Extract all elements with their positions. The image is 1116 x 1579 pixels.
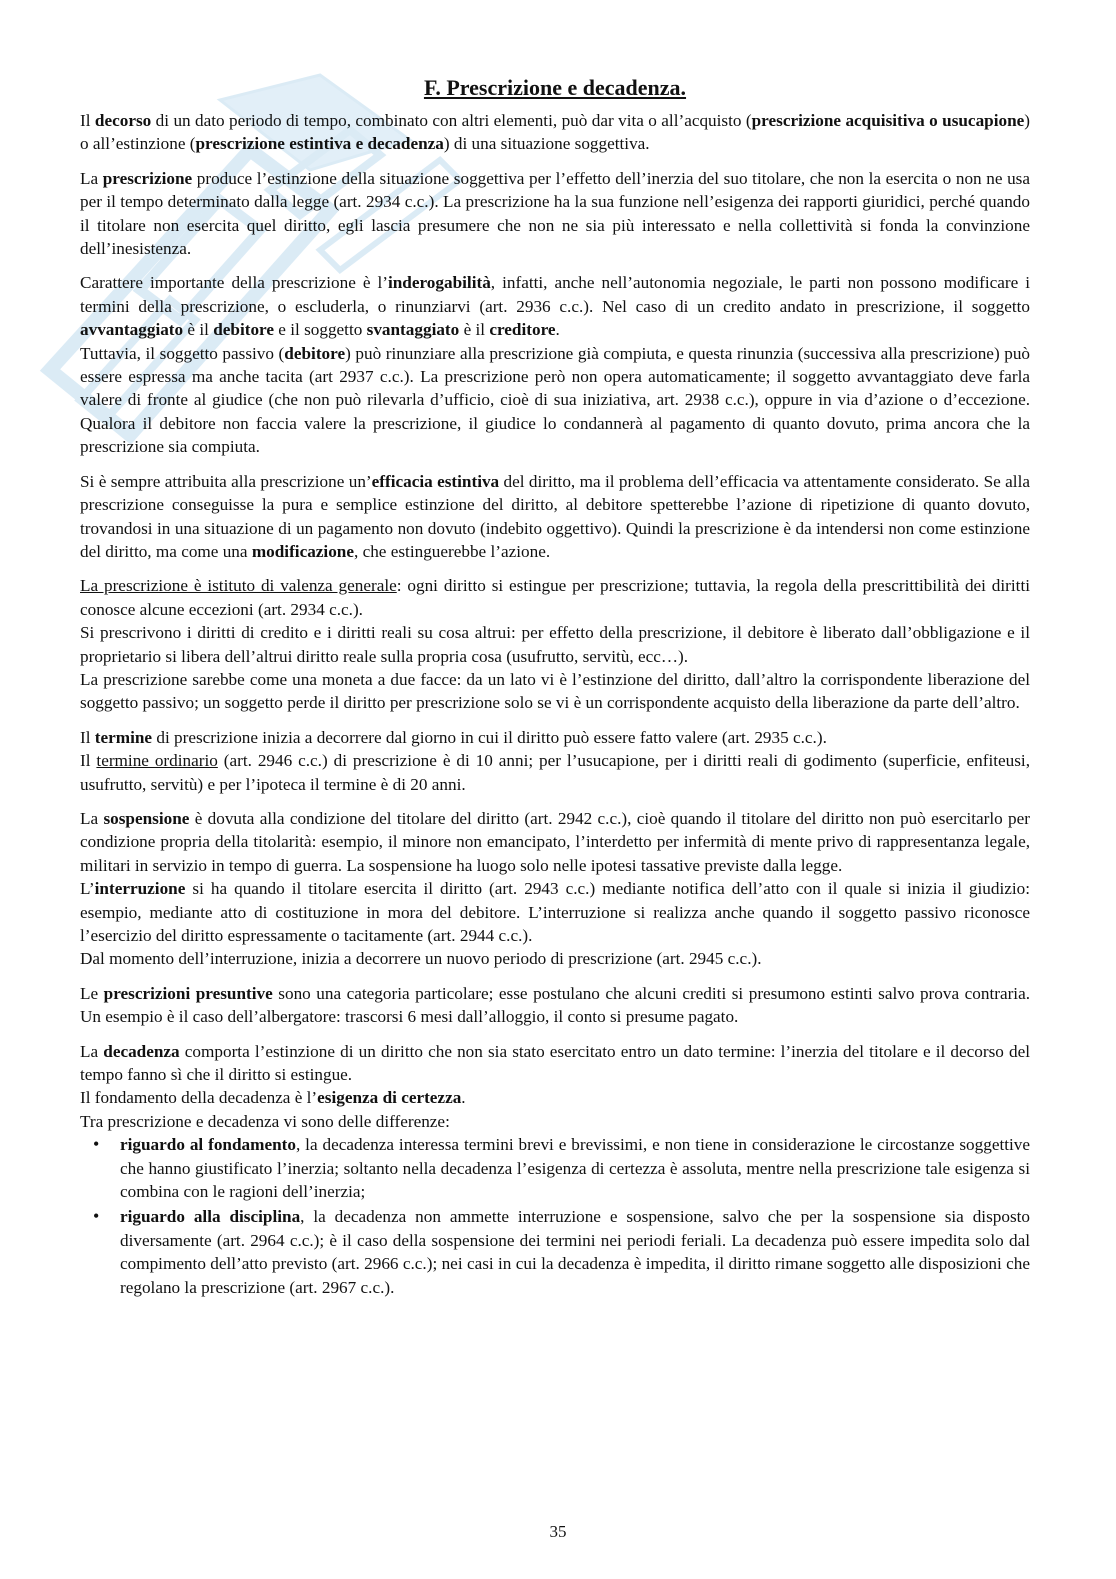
- bold-term: interruzione: [94, 879, 186, 899]
- text-run: ) o all’estinzione (: [80, 111, 1031, 154]
- text-run: La: [80, 168, 103, 188]
- text-run: Il fondamento della decadenza è l’: [80, 1088, 318, 1108]
- section-title: F. Prescrizione e decadenza.: [423, 75, 687, 100]
- bold-term: prescrizione: [102, 168, 193, 188]
- bold-term: esigenza di certezza: [317, 1088, 462, 1108]
- paragraph: [80, 470, 1030, 564]
- paragraph: [80, 947, 1030, 970]
- bold-term: termine: [94, 727, 153, 747]
- paragraph: [80, 668, 1030, 715]
- text-run: L’: [80, 879, 95, 899]
- bold-term: prescrizione acquisitiva o usucapione: [751, 111, 1025, 130]
- bold-term: decorso: [94, 111, 152, 130]
- bold-term: creditore: [489, 320, 556, 340]
- paragraph: [80, 807, 1030, 877]
- text-run: La prescrizione sarebbe come una moneta a due facce: da un lato vi è l’estinzione del diritto, dall’altro la corrispondente liberazione del soggetto passivo; un soggetto perde il diritto per prescrizione solo se vi è un corrispondente acquisto della liberazione da parte dell’altro.: [80, 669, 1030, 713]
- bold-term: riguardo alla disciplina: [120, 1207, 301, 1227]
- text-run: (art. 2946 c.c.) di prescrizione è di 10 anni; per l’usucapione, per i diritti reali di godimento (superficie, enfiteusi, usufrutto, servitù) e per l’ipoteca il termine è di 20 anni.: [80, 751, 1030, 794]
- text-run: è dovuta alla condizione del titolare del diritto (art. 2942 c.c.), cioè quando il titolare del diritto non può esercitarlo per condizione propria della titolarità: esempio, il minore non emancipato, l’interdetto per infermità di mente privo di rappresentanza legale, militari in servizio in tempo di guerra. La sospensione ha luogo solo nelle ipotesi tassative previste dalla legge.: [80, 808, 1030, 875]
- paragraph: [80, 342, 1030, 459]
- paragraph-group: [80, 271, 1030, 458]
- text-run: , infatti, anche nell’autonomia negoziale, le parti non possono modificare i termini della prescrizione, o escluderla, o rinunziarvi (art. 2936 c.c.). Nel caso di un credito andato in prescrizione, il soggetto: [80, 273, 1030, 316]
- paragraph: [80, 167, 1030, 261]
- text-run: Tra prescrizione e decadenza vi sono delle differenze:: [80, 1111, 450, 1131]
- text-run: di prescrizione inizia a decorrere dal giorno in cui il diritto può essere fatto valere (art. 2935 c.c.).: [152, 727, 827, 747]
- paragraph-group: [80, 574, 1030, 714]
- text-run: Le: [80, 983, 104, 1003]
- text-run: Carattere importante della prescrizione è l’: [80, 273, 388, 293]
- underlined-phrase: La prescrizione è istituto di valenza generale: [80, 576, 397, 596]
- bold-term: modificazione: [251, 541, 354, 561]
- bold-term: debitore: [284, 343, 346, 363]
- text-run: : ogni diritto si estingue per prescrizione; tuttavia, la regola della prescrittibilità dei diritti conosce alcune eccezioni (art. 2934 c.c.).: [80, 576, 1031, 619]
- bold-term: avvantaggiato: [80, 320, 184, 340]
- paragraph: [80, 574, 1030, 621]
- text-run: La: [80, 808, 104, 828]
- document-body: [80, 109, 1030, 1299]
- text-run: Dal momento dell’interruzione, inizia a decorrere un nuovo periodo di prescrizione (art. 2945 c.c.).: [80, 949, 762, 969]
- paragraph-group: [80, 726, 1030, 796]
- text-run: Il: [80, 111, 95, 130]
- text-run: , la decadenza interessa termini brevi e brevissimi, e non tiene in considerazione le circostanze soggettive che hanno giustificato l’inerzia; soltanto nella decadenza l’esigenza di certezza è assoluta, mentre nella prescrizione tale esigenza si combina con le ragioni dell’inerzia;: [120, 1135, 1030, 1202]
- bold-term: prescrizioni presuntive: [103, 983, 273, 1003]
- text-run: e il soggetto: [274, 320, 367, 340]
- paragraph: [80, 621, 1030, 668]
- paragraph: [80, 1110, 1030, 1133]
- bold-term: inderogabilità: [387, 273, 491, 293]
- bold-term: prescrizione estintiva e decadenza: [195, 134, 444, 154]
- paragraph: [80, 877, 1030, 947]
- paragraph: [80, 1040, 1030, 1087]
- paragraph-group: [80, 1040, 1030, 1299]
- text-run: del diritto, ma il problema dell’efficacia va attentamente considerato. Se alla prescrizione conseguisse la pura e semplice estinzione del diritto, al debitore spetterebbe l’azione di ripetizione di quanto dovuto, trovandosi in una situazione di un pagamento non dovuto (indebito oggettivo). Quindi la prescrizione è da intendersi non come estinzione del diritto, ma come una: [80, 471, 1030, 561]
- bullet-item: [120, 1133, 1030, 1203]
- text-run: .: [555, 320, 560, 340]
- paragraph-group: [80, 807, 1030, 971]
- paragraph: [80, 109, 1030, 156]
- bold-term: decadenza: [103, 1041, 180, 1061]
- text-run: Si è sempre attribuita alla prescrizione un’: [80, 471, 372, 491]
- text-run: La: [80, 1041, 104, 1061]
- text-run: produce l’estinzione della situazione soggettiva per l’effetto dell’inerzia del suo titolare, che non la esercita o non ne usa per il tempo determinato dalla legge (art. 2934 c.c.). La prescrizione ha la sua funzione nell’esigenza dei rapporti giuridici, perché quando il titolare non esercita quel diritto, egli lascia presumere che non ne sia più interessato e nella collettività si fonda la convinzione dell’inesistenza.: [80, 168, 1030, 259]
- paragraph: [80, 749, 1030, 796]
- text-run: Il: [80, 751, 97, 771]
- bold-term: riguardo al fondamento: [120, 1135, 296, 1155]
- page-number: 35: [549, 1522, 567, 1541]
- text-run: ) di una situazione soggettiva.: [443, 134, 650, 154]
- text-run: è il: [183, 320, 214, 340]
- text-run: , la decadenza non ammette interruzione e sospensione, salvo che per la sospensione sia disposto diversamente (art. 2964 c.c.); è il caso della sospensione dei termini nei periodi feriali. La decadenza può essere impedita solo dal compimento dell’atto previsto (art. 2966 c.c.); nei casi in cui la decadenza è impedita, il diritto rimane soggetto alle disposizioni che regolano la prescrizione (art. 2967 c.c.).: [120, 1207, 1030, 1297]
- text-run: di un dato periodo di tempo, combinato con altri elementi, può dar vita o all’acquisto (: [151, 111, 752, 130]
- paragraph-group: [80, 167, 1030, 261]
- document-page: [80, 74, 1030, 1310]
- text-run: comporta l’estinzione di un diritto che non sia stato esercitato entro un dato termine: l’inerzia del titolare e il decorso del tempo fanno sì che il diritto si estingue.: [80, 1041, 1030, 1085]
- paragraph: [80, 982, 1030, 1029]
- paragraph: [80, 1086, 1030, 1109]
- text-run: .: [461, 1088, 466, 1108]
- underlined-phrase: termine ordinario: [96, 751, 218, 771]
- bold-term: debitore: [213, 320, 274, 340]
- paragraph-group: [80, 982, 1030, 1029]
- text-run: sono una categoria particolare; esse postulano che alcuni crediti si presumono estinti salvo prova contraria. Un esempio è il caso dell’albergatore: trascorsi 6 mesi dall’alloggio, il conto si presume pagato.: [80, 983, 1030, 1027]
- bold-term: sospensione: [103, 808, 190, 828]
- text-run: , che estinguerebbe l’azione.: [353, 541, 551, 561]
- paragraph: [80, 726, 1030, 749]
- paragraph-group: [80, 470, 1030, 564]
- paragraph: [80, 271, 1030, 341]
- bold-term: svantaggiato: [366, 320, 460, 340]
- text-run: Il: [80, 727, 95, 747]
- text-run: Si prescrivono i diritti di credito e i diritti reali su cosa altrui: per effetto della prescrizione, il debitore è liberato dall’obbligazione e il proprietario si libera dell’altrui diritto reale sulla propria cosa (usufrutto, servitù, ecc…).: [80, 623, 1030, 666]
- bullet-item: [120, 1205, 1030, 1299]
- text-run: si ha quando il titolare esercita il diritto (art. 2943 c.c.) mediante notifica dell’atto con il quale si inizia il giudizio: esempio, mediante atto di costituzione in mora del debitore. L’interruzione si realizza anche quando il soggetto passivo riconosce l’esercizio del diritto espressamente o tacitamente (art. 2944 c.c.).: [80, 879, 1030, 945]
- text-run: Tuttavia, il soggetto passivo (: [80, 343, 285, 363]
- text-run: è il: [459, 320, 490, 340]
- bullet-list: [80, 1133, 1030, 1299]
- paragraph-group: [80, 109, 1030, 156]
- text-run: ) può rinunziare alla prescrizione già compiuta, e questa rinunzia (successiva alla prescrizione) può essere espressa ma anche tacita (art 2937 c.c.). La prescrizione però non opera automaticamente; il soggetto avvantaggiato deve farla valere di fronte al giudice (che non può rilevarla d’ufficio, cioè di sua iniziativa, art. 2938 c.c.), oppure in via d’azione o d’eccezione. Qualora il debitore non faccia valere la prescrizione, il giudice lo condannerà al pagamento di quanto dovuto, prima ancora che la prescrizione sia compiuta.: [80, 343, 1031, 457]
- bold-term: efficacia estintiva: [371, 471, 500, 491]
